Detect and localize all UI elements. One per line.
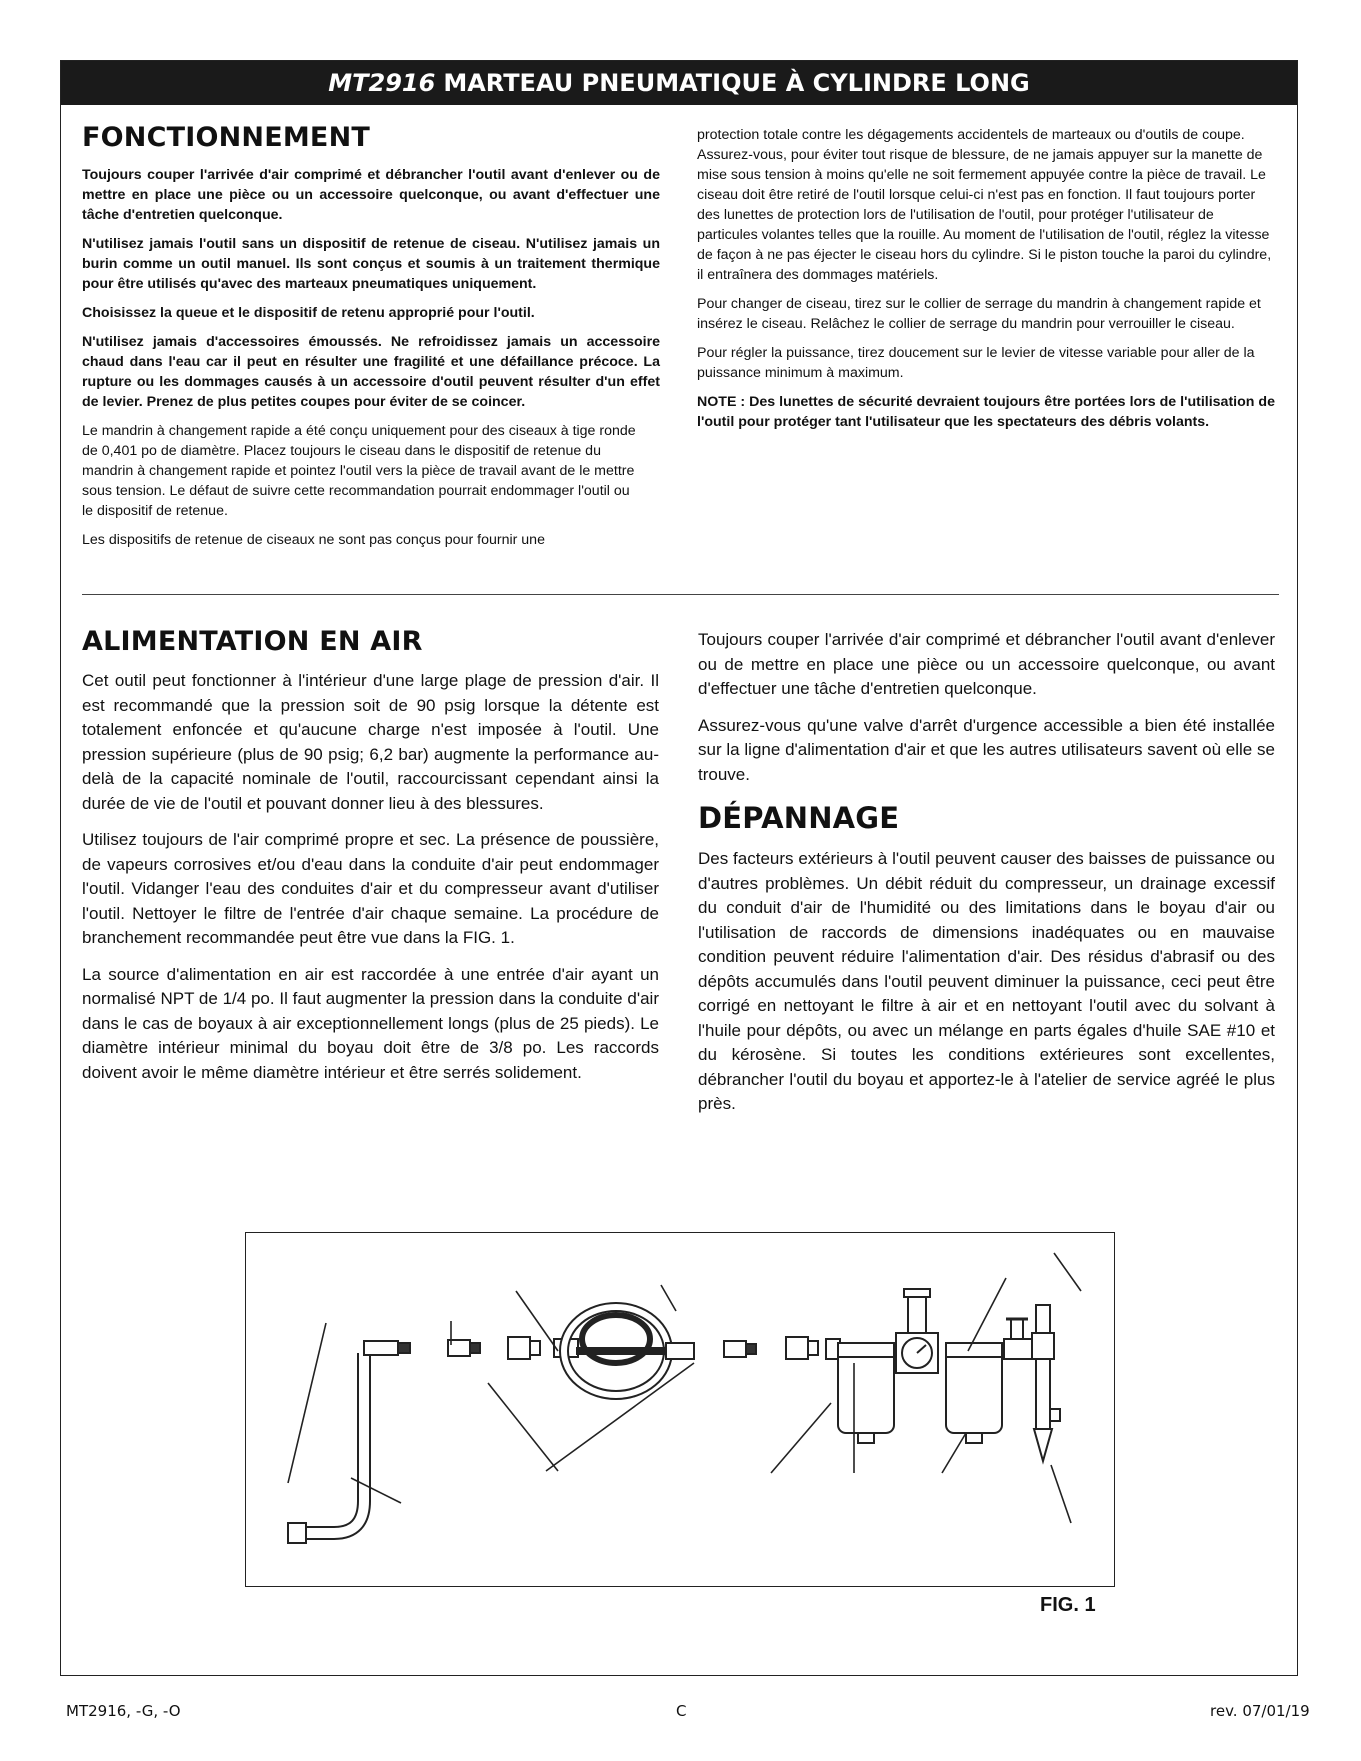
model-number: MT2916 <box>328 69 436 97</box>
body-paragraph: Utilisez toujours de l'air comprimé propre et sec. La présence de poussière, de vapeurs corrosives et/ou d'eau dans la conduite d'air peut endommager l'outil. Vidanger l'eau des conduites d'air et du compresseur avant d'utiliser l'outil. Nettoyer le filtre de l'entrée d'air chaque semaine. La procédure de branchement recommandée peut être vue dans la FIG. 1. <box>82 830 659 947</box>
warning-paragraph: N'utilisez jamais d'accessoires émoussés. Ne refroidissez jamais un accessoire chaud dans l'eau car il peut en résulter une fragilité et une défaillance précoce. La rupture ou les dommages causés à un accessoire d'outil peuvent résulter d'un effet de levier. Prenez de plus petites coupes pour éviter de se coincer. <box>82 334 660 410</box>
hose-fitting <box>288 1523 306 1543</box>
air-supply-diagram <box>246 1233 1113 1585</box>
depannage-heading: DÉPANNAGE <box>698 801 900 835</box>
fonctionnement-right-column <box>697 125 1275 441</box>
plug-fitting <box>724 1341 746 1357</box>
body-paragraph: Cet outil peut fonctionner à l'intérieur d'une large plage de pression d'air. Il est recommandé que la pression soit de 90 psig lorsque la détente est totalement enfoncée et qu'aucune charge n'est imposée à l'outil. Une pression supérieure (plus de 90 psig; 6,2 bar) augmente la performance au-delà de la capacité nominale de l'outil, raccourcissant cependant ainsi la durée de vie de l'outil et pouvant donner lieu à des blessures. <box>82 671 659 813</box>
alimentation-heading: ALIMENTATION EN AIR <box>82 626 423 657</box>
footer-revision: rev. 07/01/19 <box>1210 1702 1310 1720</box>
body-paragraph: Les dispositifs de retenue de ciseaux ne sont pas conçus pour fournir une <box>82 532 545 548</box>
figure-label: FIG. 1 <box>1040 1594 1096 1616</box>
drain-valve <box>1034 1429 1052 1461</box>
alimentation-left-column <box>82 626 659 1097</box>
body-paragraph: La source d'alimentation en air est raccordée à une entrée d'air ayant un normalisé NPT de 1/4 po. Il faut augmenter la pression dans la conduite d'air dans le cas de boyaux à air exceptionnellement longs (plus de 25 pieds). Le diamètre intérieur minimal du boyau doit être de 3/8 po. Les raccords doivent avoir le même diamètre intérieur et être serrés solidement. <box>82 964 659 1082</box>
coupler-fitting <box>786 1337 808 1359</box>
warning-paragraph: Choisissez la queue et le dispositif de retenu approprié pour l'outil. <box>82 305 535 321</box>
warning-paragraph: Toujours couper l'arrivée d'air comprimé et débrancher l'outil avant d'enlever ou de mettre en place une pièce ou un accessoire quelconque, ou avant d'effectuer une tâche d'entretien quelconque. <box>82 167 660 223</box>
body-paragraph: Assurez-vous qu'une valve d'arrêt d'urgence accessible a bien été installée sur la ligne d'alimentation d'air et que les autres utilisateurs savent où elle se trouve. <box>698 715 1275 784</box>
coupler-fitting <box>508 1337 530 1359</box>
shutoff-valve <box>1011 1319 1023 1339</box>
page-title: MARTEAU PNEUMATIQUE À CYLINDRE LONG <box>443 69 1030 97</box>
fonctionnement-left-column <box>82 122 660 559</box>
footer-page: C <box>676 1702 687 1720</box>
riser-pipe <box>1036 1305 1050 1435</box>
note-paragraph: NOTE : Des lunettes de sécurité devraient toujours être portées lors de l'utilisation de l'outil pour protéger tant l'utilisateur que les spectateurs des débris volants. <box>697 394 1275 430</box>
body-paragraph: Des facteurs extérieurs à l'outil peuvent causer des baisses de puissance ou d'autres problèmes. Un débit réduit du compresseur, un drainage excessif du conduit d'air de l'humidité ou des limitations dans le boyau d'air ou l'utilisation de raccords de dimensions inadéquates ou en mauvaise condition peuvent réduire l'alimentation d'air. Des résidus d'abrasif ou des dépôts accumulés dans l'outil peuvent diminuer la puissance, ceci peut être corrigé en nettoyant le filtre à air et en nettoyant l'outil avec du solvant à l'huile pour dépôts, ou avec un mélange en parts égales d'huile SAE #10 et du kérosène. Si toutes les conditions extérieures sont excellentes, débrancher l'outil du boyau et apportez-le à l'atelier de service agréé le plus près. <box>698 849 1275 1113</box>
warning-paragraph: N'utilisez jamais l'outil sans un dispositif de retenue de ciseau. N'utilisez jamais un burin comme un outil manuel. Ils sont conçus et soumis à un traitement thermique pour être utilisés qu'avec des marteaux pneumatiques uniquement. <box>82 236 660 292</box>
body-paragraph: Pour changer de ciseau, tirez sur le collier de serrage du mandrin à changement rapide et insérez le ciseau. Relâchez le collier de serrage du mandrin pour verrouiller le ciseau. <box>697 296 1261 332</box>
body-paragraph: Toujours couper l'arrivée d'air comprimé et débrancher l'outil avant d'enlever ou de mettre en place une pièce ou un accessoire quelconque, ou avant d'effectuer une tâche d'entretien quelconque. <box>698 630 1275 698</box>
body-paragraph: protection totale contre les dégagements accidentels de marteaux ou d'outils de coupe. Assurez-vous, pour éviter tout risque de blessure, de ne jamais appuyer sur la manette de mise sous tension à moins qu'elle ne soit fermement appuyée contre la pièce de travail. Le ciseau doit être retiré de l'outil lorsque celui-ci n'est pas en fonction. Il faut toujours porter des lunettes de protection lors de l'utilisation de l'outil, pour protéger l'utilisateur de particules volantes telles que la rouille. Au moment de l'utilisation de l'outil, réglez la vitesse de façon à ne pas éjecter le ciseau hors du cylindre. Si le piston touche la paroi du cylindre, il entraînera des dommages matériels. <box>697 127 1272 283</box>
figure-frame <box>245 1232 1115 1587</box>
alimentation-right-column <box>698 628 1275 1129</box>
footer-model: MT2916, -G, -O <box>66 1702 181 1720</box>
title-banner <box>61 61 1297 105</box>
body-paragraph: Le mandrin à changement rapide a été conçu uniquement pour des ciseaux à tige ronde de 0,401 po de diamètre. Placez toujours le ciseau dans le dispositif de retenue du mandrin à changement rapide et pointez l'outil vers la pièce de travail avant de le mettre sous tension. Le défaut de suivre cette recommandation pourrait endommager l'outil ou le dispositif de retenue. <box>82 423 636 519</box>
section-divider <box>82 594 1279 595</box>
body-paragraph: Pour régler la puissance, tirez doucement sur le levier de vitesse variable pour aller de la puissance minimum à maximum. <box>697 345 1255 381</box>
fonctionnement-heading: FONCTIONNEMENT <box>82 122 370 153</box>
